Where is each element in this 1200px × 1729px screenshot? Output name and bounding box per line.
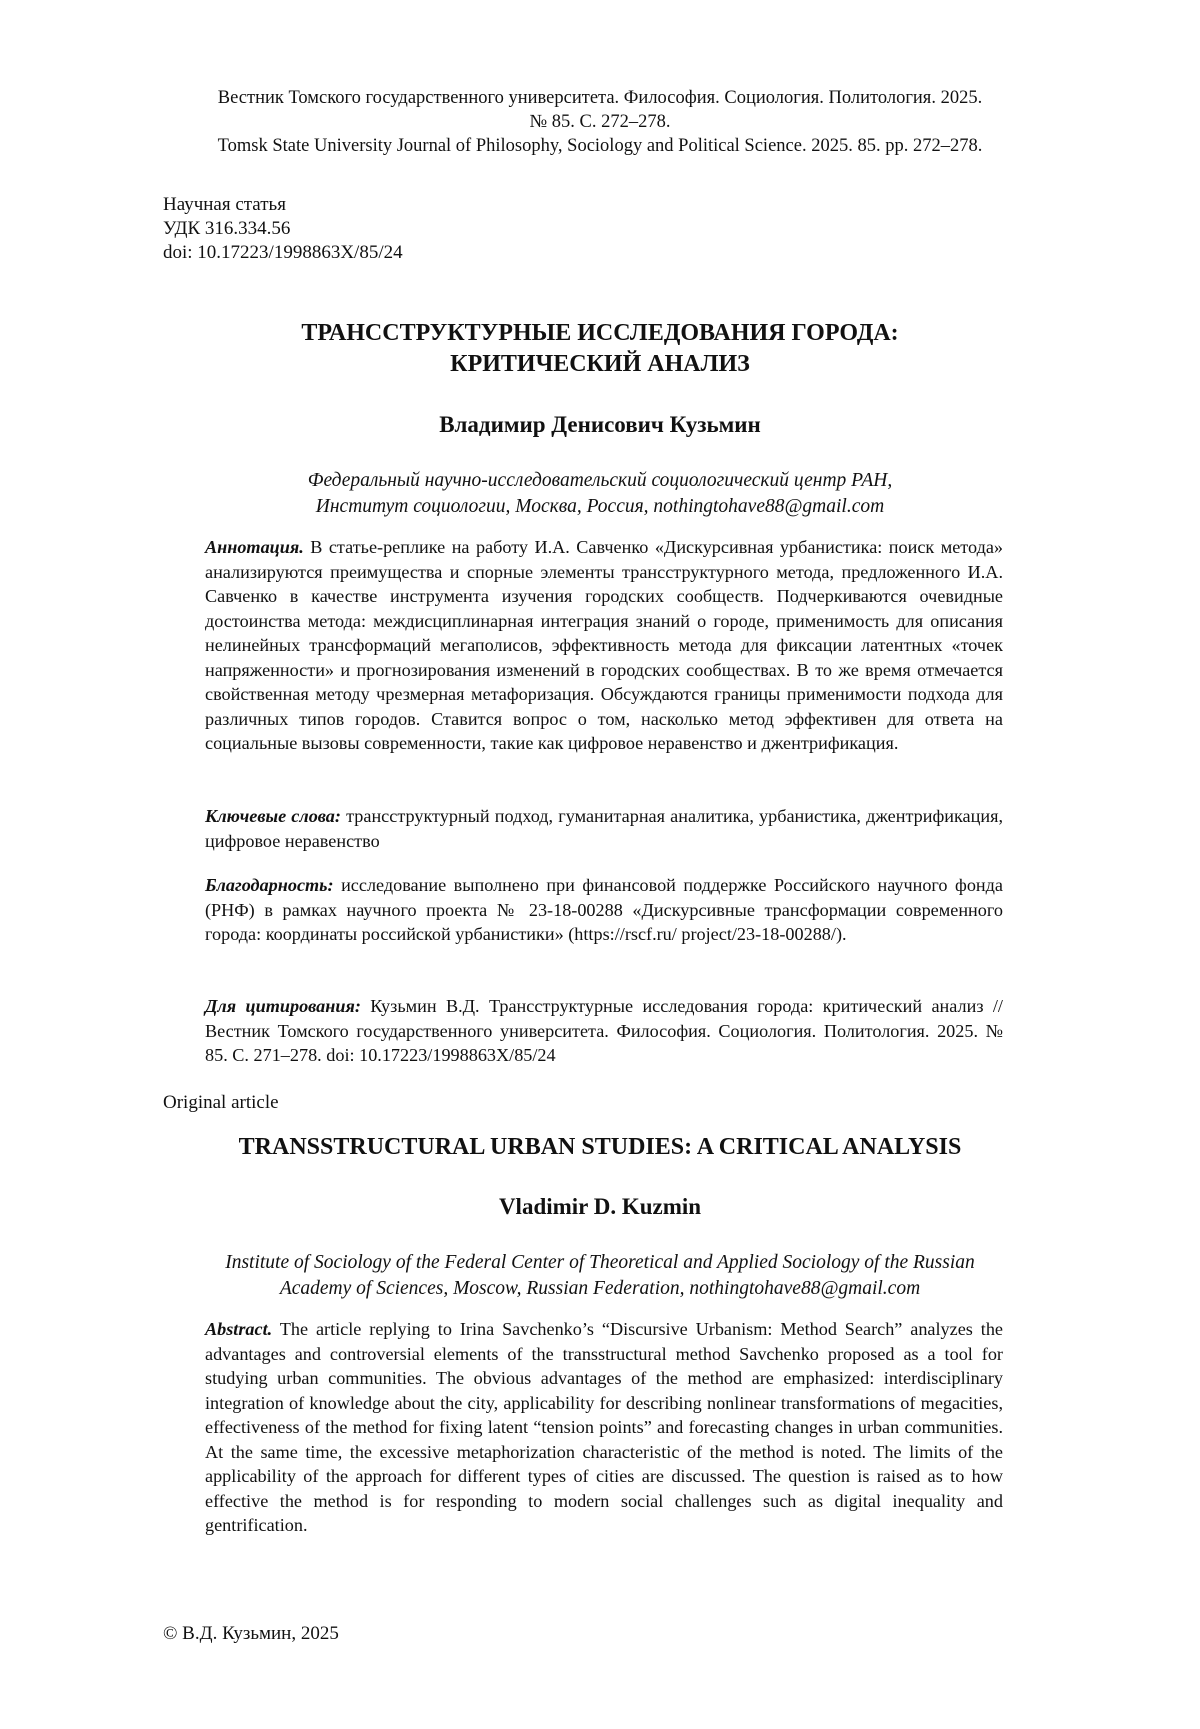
copyright: © В.Д. Кузьмин, 2025 xyxy=(163,1623,339,1644)
citation-ru xyxy=(205,994,1003,1068)
abstract-en-text: The article replying to Irina Savchenko’s “Discursive Urbanism: Method Search” analyzes the advantages and controversial elements of the transstructural method Savchenko proposed as a tool for studying urban communities. The obvious advantages of the method are emphasized: interdisciplinary integration of knowledge about the city, applicability for describing nonlinear transformations of megacities, effectiveness of the method for fixing latent “tension points” and forecasting changes in urban communities. At the same time, the excessive metaphorization characteristic of the method is noted. The limits of the applicability of the approach for different types of cities are discussed. The question is raised as to how effective the method is for responding to modern social challenges such as digital inequality and gentrification. xyxy=(205,1319,1003,1535)
udk-code: УДК 316.334.56 xyxy=(163,218,291,239)
keywords-ru-text: трансструктурный подход, гуманитарная аналитика, урбанистика, джентрификация, цифровое неравенство xyxy=(205,806,1003,851)
abstract-en xyxy=(205,1317,1003,1538)
acknowledgment-ru xyxy=(205,873,1003,947)
keywords-ru-label: Ключевые слова: xyxy=(205,806,341,826)
affiliation-en-line2: Academy of Sciences, Moscow, Russian Federation, nothingtohave88@gmail.com xyxy=(279,1278,921,1299)
article-type-ru: Научная статья xyxy=(163,194,286,215)
affiliation-ru xyxy=(150,468,1050,520)
affiliation-en xyxy=(140,1250,1060,1302)
acknowledgment-ru-text: исследование выполнено при финансовой поддержке Российского научного фонда (РНФ) в рамках научного проекта № 23-18-00288 «Дискурсивные трансформации современного города: координаты российской урбанистики» (https://rscf.ru/ project/23-18-00288/). xyxy=(205,875,1003,944)
citation-ru-text: Кузьмин В.Д. Трансструктурные исследования города: критический анализ // Вестник Томского государственного университета. Философия. Социология. Политология. 2025. № 85. С. 271–278. doi: 10.17223/1998863Х/85/24 xyxy=(205,996,1003,1065)
affiliation-en-line1: Institute of Sociology of the Federal Center of Theoretical and Applied Sociology of the Russian xyxy=(225,1252,975,1273)
abstract-ru xyxy=(205,535,1003,756)
title-ru-line1: ТРАНССТРУКТУРНЫЕ ИССЛЕДОВАНИЯ ГОРОДА: xyxy=(301,320,899,346)
affiliation-ru-line1: Федеральный научно-исследовательский социологический центр РАН, xyxy=(307,470,893,491)
abstract-ru-text: В статье-реплике на работу И.А. Савченко «Дискурсивная урбанистика: поиск метода» анализируются преимущества и спорные элементы трансструктурного метода, предложенного И.А. Савченко в качестве инструмента изучения городских сообществ. Подчеркиваются очевидные достоинства метода: междисциплинарная интеграция знаний о городе, применимость для описания нелинейных трансформаций мегаполисов, эффективность метода для фиксации латентных «точек напряженности» и прогнозирования изменений в городских сообществах. В то же время отмечается свойственная методу чрезмерная метафоризация. Обсуждаются границы применимости подхода для различных типов городов. Ставится вопрос о том, насколько метод эффективен для ответа на социальные вызовы современности, такие как цифровое неравенство и джентрификация. xyxy=(205,537,1003,753)
keywords-ru xyxy=(205,804,1003,853)
article-meta xyxy=(163,193,403,265)
doi: doi: 10.17223/1998863Х/85/24 xyxy=(163,242,403,263)
abstract-en-label: Abstract. xyxy=(205,1319,273,1339)
journal-header-en-line: Tomsk State University Journal of Philosophy, Sociology and Political Science. 2025. 85. pp. 272–278. xyxy=(217,136,983,156)
citation-ru-label: Для цитирования: xyxy=(205,996,361,1016)
article-type-en: Original article xyxy=(163,1092,279,1113)
abstract-ru-label: Аннотация. xyxy=(205,537,304,557)
affiliation-ru-line2: Институт социологии, Москва, Россия, nothingtohave88@gmail.com xyxy=(315,496,885,517)
title-en: TRANSSTRUCTURAL URBAN STUDIES: A CRITICAL ANALYSIS xyxy=(238,1134,962,1160)
author-en: Vladimir D. Kuzmin xyxy=(498,1194,702,1219)
author-ru: Владимир Денисович Кузьмин xyxy=(439,412,761,437)
journal-header-ru-line2: № 85. С. 272–278. xyxy=(529,112,671,132)
title-ru-line2: КРИТИЧЕСКИЙ АНАЛИЗ xyxy=(450,351,750,377)
journal-header-ru-line1: Вестник Томского государственного университета. Философия. Социология. Политология. 2025. xyxy=(217,88,983,108)
title-ru xyxy=(150,318,1050,380)
acknowledgment-ru-label: Благодарность: xyxy=(205,875,334,895)
journal-header xyxy=(150,86,1050,158)
